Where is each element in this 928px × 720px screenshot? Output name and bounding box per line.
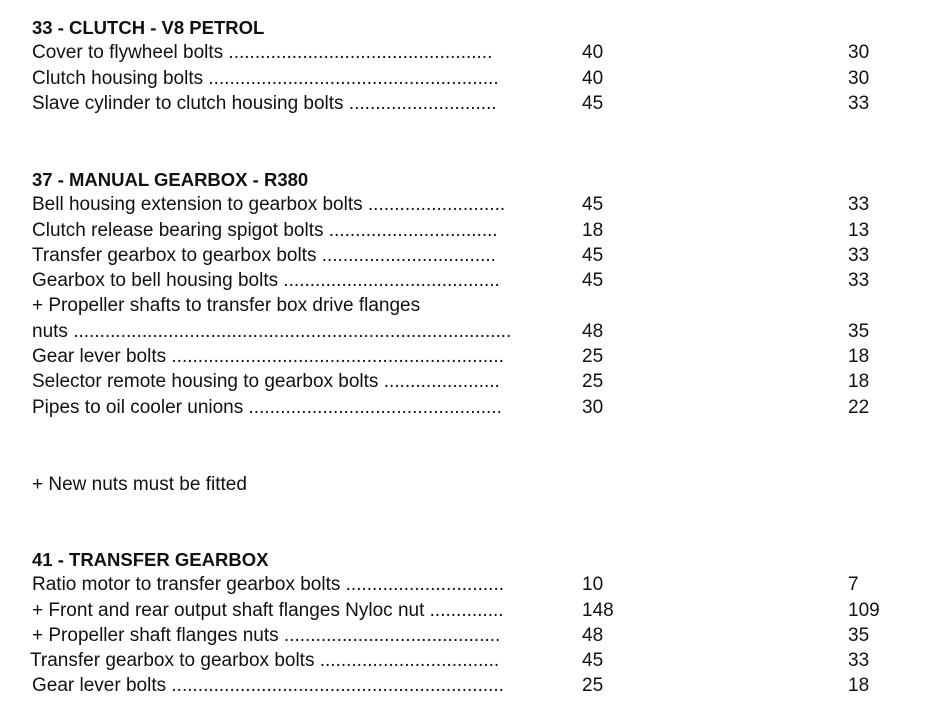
torque-row — [32, 218, 912, 243]
row-value-lbf-ft: 35 — [848, 624, 870, 646]
torque-row — [32, 293, 912, 318]
row-value-nm: 18 — [582, 219, 604, 241]
row-label: Gear lever bolts ............................................................... — [32, 675, 504, 697]
row-label: Ratio motor to transfer gearbox bolts .............................. — [32, 574, 505, 596]
torque-row — [32, 319, 912, 344]
torque-row — [32, 369, 912, 394]
row-value-nm: 25 — [582, 371, 604, 393]
row-value-lbf-ft: 18 — [848, 346, 870, 368]
row-value-lbf-ft: 13 — [848, 219, 870, 241]
row-value-nm: 10 — [582, 574, 604, 596]
row-value-nm: 45 — [582, 92, 604, 114]
row-label: + Front and rear output shaft flanges Nyloc nut .............. — [32, 599, 504, 621]
row-label: + Propeller shafts to transfer box drive flanges — [32, 295, 421, 317]
row-value-nm: 45 — [582, 270, 604, 292]
row-value-lbf-ft: 33 — [848, 92, 870, 114]
row-value-lbf-ft: 18 — [848, 675, 870, 697]
row-value-lbf-ft: 33 — [848, 650, 870, 672]
torque-row — [32, 648, 912, 673]
torque-row — [32, 598, 912, 623]
torque-row — [32, 673, 912, 698]
row-value-lbf-ft: 35 — [848, 320, 870, 342]
torque-row — [32, 40, 912, 65]
row-label: Transfer gearbox to gearbox bolts ................................. — [32, 244, 496, 266]
torque-row — [32, 91, 912, 116]
torque-row — [32, 395, 912, 420]
row-label: Slave cylinder to clutch housing bolts ............................ — [32, 92, 497, 114]
footnote-text: + New nuts must be fitted — [32, 474, 247, 495]
section-manual-gearbox-r380 — [32, 167, 912, 420]
row-value-nm: 148 — [582, 599, 614, 621]
row-label: Gearbox to bell housing bolts ......................................... — [32, 270, 500, 292]
row-label: Transfer gearbox to gearbox bolts .................................. — [30, 650, 500, 672]
row-value-nm: 45 — [582, 650, 604, 672]
torque-row — [32, 66, 912, 91]
section-heading: 41 - TRANSFER GEARBOX — [32, 549, 269, 570]
row-value-lbf-ft: 30 — [848, 42, 870, 64]
row-value-lbf-ft: 7 — [848, 574, 859, 596]
row-value-nm: 25 — [582, 346, 604, 368]
row-value-nm: 48 — [582, 624, 604, 646]
torque-row — [32, 344, 912, 369]
row-value-nm: 25 — [582, 675, 604, 697]
section-heading: 33 - CLUTCH - V8 PETROL — [32, 17, 265, 38]
row-label: Bell housing extension to gearbox bolts .......................... — [32, 194, 506, 216]
torque-row — [32, 572, 912, 597]
row-value-nm: 40 — [582, 42, 604, 64]
footnote — [32, 472, 912, 497]
row-label: + Propeller shaft flanges nuts ......................................... — [32, 624, 501, 646]
row-label: Clutch housing bolts ....................................................... — [32, 67, 499, 89]
row-value-lbf-ft: 33 — [848, 270, 870, 292]
row-value-nm: 45 — [582, 244, 604, 266]
torque-row — [32, 192, 912, 217]
row-value-lbf-ft: 33 — [848, 244, 870, 266]
row-label: Cover to flywheel bolts .................................................. — [32, 42, 493, 64]
section-clutch-v8-petrol — [32, 15, 912, 116]
row-value-nm: 48 — [582, 320, 604, 342]
torque-row — [32, 243, 912, 268]
row-value-lbf-ft: 33 — [848, 194, 870, 216]
torque-row — [32, 268, 912, 293]
row-label: nuts ................................................................................... — [32, 320, 512, 342]
row-label: Gear lever bolts ............................................................... — [32, 346, 504, 368]
row-label: Selector remote housing to gearbox bolts ...................... — [32, 371, 500, 393]
row-value-nm: 45 — [582, 194, 604, 216]
row-value-lbf-ft: 22 — [848, 396, 870, 418]
row-value-nm: 40 — [582, 67, 604, 89]
row-label: Pipes to oil cooler unions ................................................ — [32, 396, 502, 418]
row-value-lbf-ft: 18 — [848, 371, 870, 393]
section-heading: 37 - MANUAL GEARBOX - R380 — [32, 169, 309, 190]
row-label: Clutch release bearing spigot bolts ................................ — [32, 219, 498, 241]
section-transfer-gearbox — [32, 547, 912, 699]
row-value-nm: 30 — [582, 396, 604, 418]
torque-row — [32, 623, 912, 648]
row-value-lbf-ft: 109 — [848, 599, 880, 621]
row-value-lbf-ft: 30 — [848, 67, 870, 89]
